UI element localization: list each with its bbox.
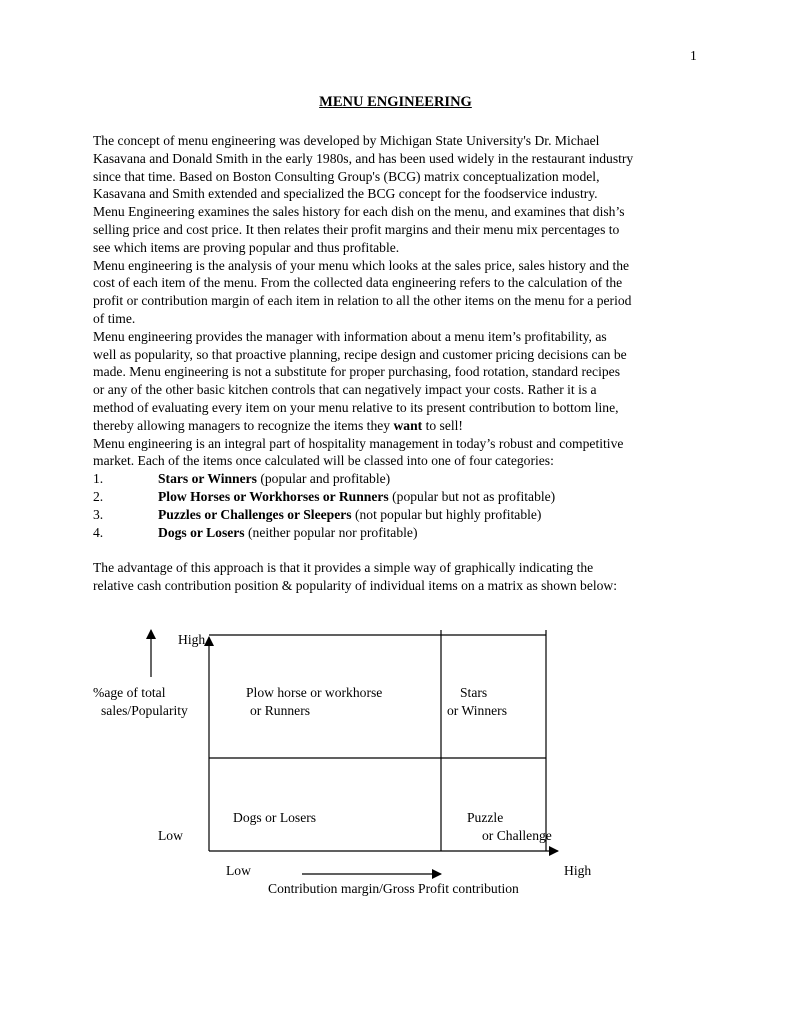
text-line: since that time. Based on Boston Consulting Group's (BCG) matrix conceptualization model,: [93, 168, 600, 184]
x-axis-title: Contribution margin/Gross Profit contribution: [268, 881, 519, 896]
quadrant-puzzle-line2: or Challenge: [482, 828, 552, 843]
list-number: 2.: [93, 488, 104, 504]
x-axis-high-label: High: [564, 863, 592, 878]
category-name: Stars or Winners: [158, 471, 257, 487]
text-line: Menu engineering is an integral part of hospitality management in today’s robust and competitive: [93, 435, 624, 451]
y-axis-title-line1: %age of total: [93, 685, 166, 700]
category-desc: (not popular but highly profitable): [351, 506, 542, 522]
category-desc: (neither popular nor profitable): [244, 524, 418, 540]
emphasis: want: [393, 417, 423, 433]
quadrant-plowhorse: Plow horse or workhorse: [246, 685, 383, 700]
text-line: selling price and cost price. It then relates their profit margins and their menu mix percentages to: [93, 221, 620, 237]
text-line: market. Each of the items once calculated will be classed into one of four categories:: [93, 453, 554, 469]
text-line: Kasavana and Smith extended and specialized the BCG concept for the foodservice industry.: [93, 186, 598, 202]
text-line: of time.: [93, 310, 136, 326]
text-line: method of evaluating every item on your menu relative to its present contribution to bottom line,: [93, 399, 619, 415]
text-line: Menu Engineering examines the sales history for each dish on the menu, and examines that dish’s: [93, 204, 625, 220]
text-line: Menu engineering provides the manager with information about a menu item’s profitability, as: [93, 328, 607, 344]
y-axis-title-line2: sales/Popularity: [101, 703, 188, 718]
quadrant-stars: Stars: [460, 685, 488, 700]
text-line: or any of the other basic kitchen controls that can negatively impact your costs. Rather it is a: [93, 382, 597, 398]
x-axis-low-label: Low: [226, 863, 251, 878]
quadrant-puzzle: Puzzle: [467, 810, 504, 825]
category-desc: (popular but not as profitable): [388, 488, 556, 504]
page-number: 1: [690, 48, 697, 63]
y-axis-high-label: High: [178, 632, 206, 647]
text: thereby allowing managers to recognize the items they: [93, 417, 394, 433]
quadrant-plowhorse-line2: or Runners: [250, 703, 311, 718]
text-line: see which items are proving popular and thus profitable.: [93, 239, 400, 255]
category-name: Plow Horses or Workhorses or Runners: [158, 488, 389, 504]
list-number: 1.: [93, 471, 104, 487]
text-line: well as popularity, so that proactive planning, recipe design and customer pricing decisions can be: [93, 346, 627, 362]
y-axis-low-label: Low: [158, 828, 183, 843]
text-line: profit or contribution margin of each item in relation to all the other items on the menu for a period: [93, 293, 632, 309]
text-line: cost of each item of the menu. From the collected data engineering refers to the calculation of the: [93, 275, 623, 291]
text-line: Menu engineering is the analysis of your menu which looks at the sales price, sales history and the: [93, 257, 630, 273]
text-line: The advantage of this approach is that it provides a simple way of graphically indicating the: [93, 560, 594, 576]
text-line: relative cash contribution position & popularity of individual items on a matrix as shown below:: [93, 577, 618, 593]
quadrant-dogs: Dogs or Losers: [233, 810, 317, 825]
text-line: The concept of menu engineering was developed by Michigan State University's Dr. Michael: [93, 133, 600, 148]
category-desc: (popular and profitable): [256, 471, 391, 487]
list-number: 3.: [93, 506, 104, 522]
text-line: made. Menu engineering is not a substitute for proper purchasing, food rotation, standard recipes: [93, 364, 620, 380]
page-title: MENU ENGINEERING: [319, 94, 472, 110]
quadrant-stars-line2: or Winners: [447, 703, 507, 718]
text-line: Kasavana and Donald Smith in the early 1980s, and has been used widely in the restaurant industry: [93, 150, 634, 166]
category-name: Puzzles or Challenges or Sleepers: [158, 506, 352, 522]
text: to sell!: [422, 417, 463, 433]
list-number: 4.: [93, 524, 104, 540]
category-name: Dogs or Losers: [158, 524, 245, 540]
